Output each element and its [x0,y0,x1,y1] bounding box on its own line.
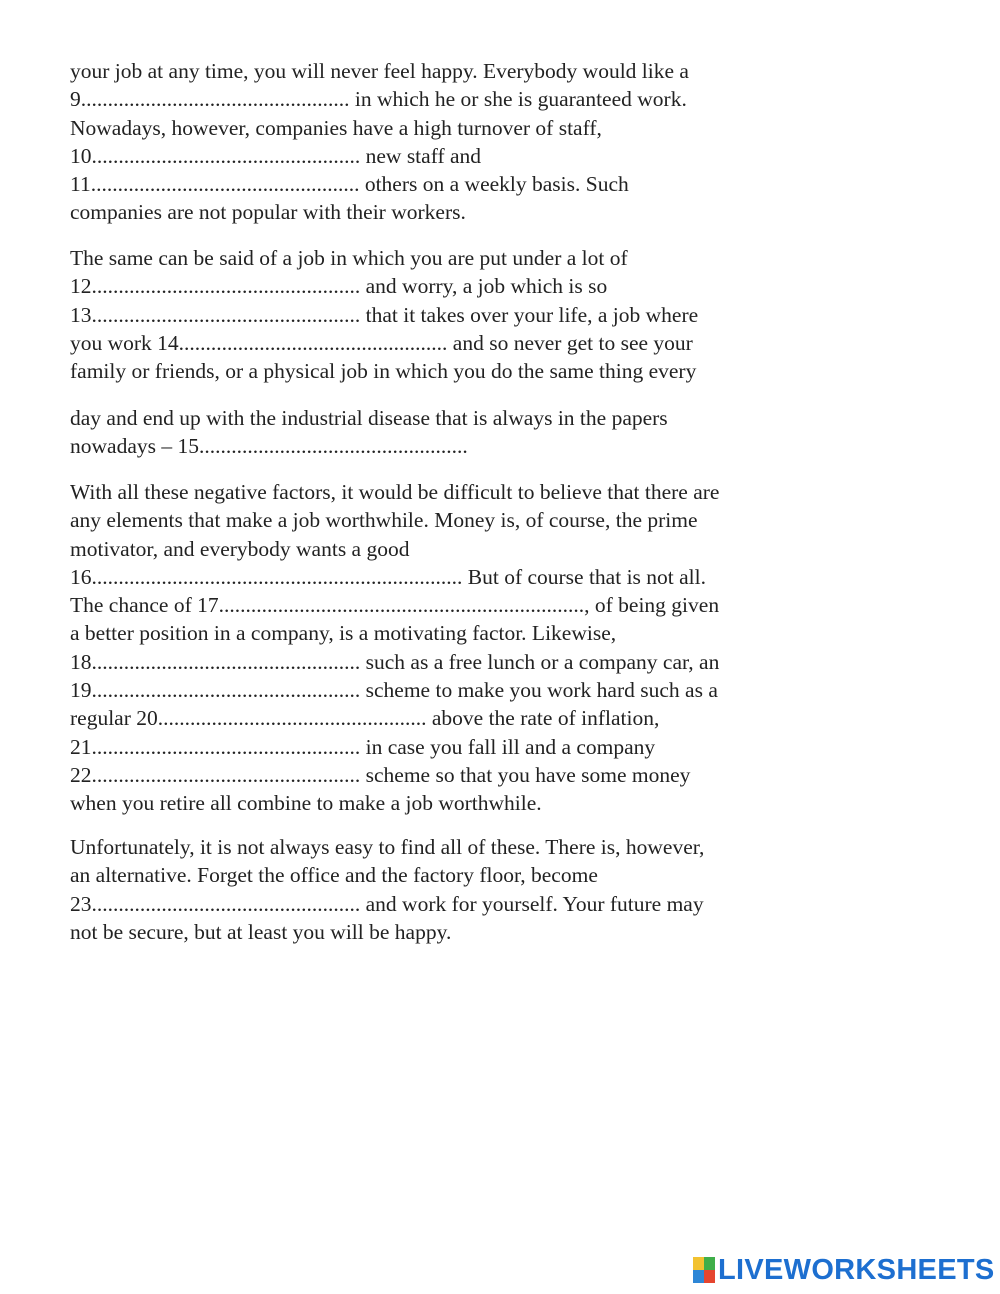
text-line: Unfortunately, it is not always easy to find all of these. There is, however, [70,835,705,859]
text-line: Nowadays, however, companies have a high turnover of staff, [70,115,602,140]
text-line: companies are not popular with their workers. [70,200,466,225]
gap-20-line[interactable]: regular 20.................................................. above the rate of inflation, [70,706,660,731]
gap-23-line[interactable]: 23.................................................. and work for yourself. Your future may [70,891,704,916]
text-line: motivator, and everybody wants a good [70,536,410,561]
liveworksheets-logo [693,1254,995,1286]
text-line: your job at any time, you will never feel happy. Everybody would like a [70,59,689,83]
gap-21-line[interactable]: 21.................................................. in case you fall ill and a company [70,734,656,759]
text-line: an alternative. Forget the office and the factory floor, become [70,863,598,888]
text-line: With all these negative factors, it would be difficult to believe that there are [70,480,720,504]
gap-16-line[interactable]: 16..................................................................... But of course that is not all. [70,564,707,589]
logo-text: LIVEWORKSHEETS [718,1253,995,1286]
gap-9-line[interactable]: 9.................................................. in which he or she is guaranteed work. [70,87,687,112]
text-line: any elements that make a job worthwhile. Money is, of course, the prime [70,508,698,533]
paragraph-2 [70,244,810,385]
gap-12-line[interactable]: 12.................................................. and worry, a job which is so [70,274,608,299]
text-line: family or friends, or a physical job in which you do the same thing every [70,359,697,384]
liveworksheets-logo-icon [693,1257,715,1283]
gap-11-line[interactable]: 11.................................................. others on a weekly basis. Such [70,172,629,197]
paragraph-4 [70,478,810,818]
paragraph-5 [70,833,810,946]
text-line: day and end up with the industrial disease that is always in the papers [70,406,668,430]
gap-10-line[interactable]: 10.................................................. new staff and [70,143,482,168]
gap-15-line[interactable]: nowadays – 15.................................................. [70,434,468,459]
gap-17-line[interactable]: The chance of 17...................................................................., of being given [70,593,720,618]
text-line: not be secure, but at least you will be happy. [70,919,452,944]
gap-22-line[interactable]: 22.................................................. scheme so that you have some money [70,762,691,787]
paragraph-1 [70,57,810,227]
text-line: when you retire all combine to make a job worthwhile. [70,791,542,816]
gap-18-line[interactable]: 18.................................................. such as a free lunch or a company car, an [70,649,720,674]
text-line: a better position in a company, is a motivating factor. Likewise, [70,621,617,646]
gap-14-line[interactable]: you work 14.................................................. and so never get to see your [70,330,693,355]
gap-19-line[interactable]: 19.................................................. scheme to make you work hard such as a [70,678,718,703]
text-line: The same can be said of a job in which you are put under a lot of [70,246,628,270]
paragraph-3 [70,404,810,461]
gap-13-line[interactable]: 13.................................................. that it takes over your life, a job where [70,302,699,327]
